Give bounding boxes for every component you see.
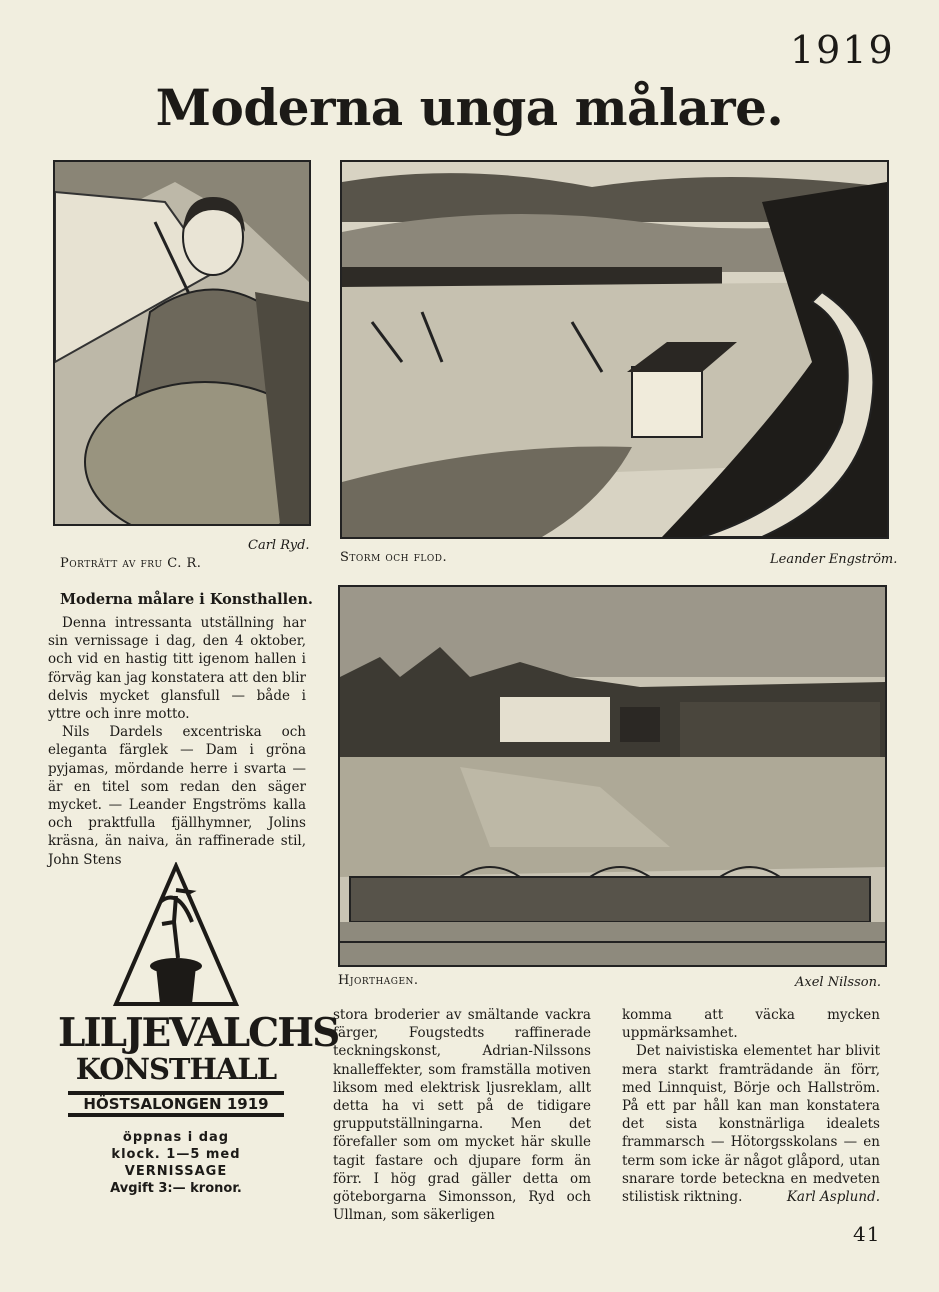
ad-opening-line: öppnas i dag bbox=[122, 1130, 230, 1145]
artwork-caption-1: Porträtt av fru C. R. bbox=[60, 556, 202, 571]
page-number: 41 bbox=[853, 1222, 881, 1246]
ad-hours-line: klock. 1—5 med bbox=[111, 1147, 241, 1162]
archer-logo bbox=[58, 862, 294, 1012]
article-heading: Moderna målare i Konsthallen. bbox=[60, 591, 313, 608]
ad-gallery-type: KONSTHALL bbox=[75, 1052, 277, 1086]
article-paragraph: komma att väcka mycken uppmärksamhet. bbox=[622, 1007, 880, 1042]
ad-gallery-name: LILJEVALCHS bbox=[58, 1010, 339, 1056]
landscape-drawing bbox=[342, 162, 887, 537]
portrait-drawing bbox=[55, 162, 309, 524]
article-paragraph: Nils Dardels excentriska och eleganta färglek — Dam i gröna pyjamas, mördande herre i svarta — är en titel som redan den säger mycket. — Leander Engströms kalla och praktfulla fjällhymner, Jolins kräsna, än naiva, än raffinerade stil, John Stens bbox=[48, 724, 306, 868]
town-artwork bbox=[338, 585, 887, 967]
page-title: Moderna unga målare. bbox=[155, 78, 784, 137]
article-paragraph: Denna intressanta utställning har sin vernissage i dag, den 4 oktober, och vid en hastig titt igenom hallen i förväg kan jag konstatera att den blir delvis mycket glansfull — både i yttre och inre motto. bbox=[48, 615, 306, 723]
landscape-artwork bbox=[340, 160, 889, 539]
article-paragraph: Det naivistiska elementet har blivit mera starkt framträdande än förr, med Linnquist, Börje och Hallström. På ett par håll kan man konstatera det sista konstnärliga idealets frammarsch — Hötorgsskolans — en term som icke är något glåpord, utan snarare torde beteckna en medveten stilistisk riktning. bbox=[622, 1043, 880, 1206]
town-drawing bbox=[340, 587, 885, 965]
artwork-caption-2: Storm och flod. bbox=[340, 550, 448, 565]
article-column-1 bbox=[48, 614, 306, 869]
artwork-caption-3: Hjorthagen. bbox=[338, 973, 419, 988]
ad-vernissage-line: VERNISSAGE bbox=[124, 1164, 228, 1179]
page-year: 1919 bbox=[790, 28, 895, 72]
article-column-3 bbox=[622, 1006, 880, 1206]
article-signature: Karl Asplund. bbox=[786, 1189, 880, 1206]
article-paragraph: stora broderier av smältande vackra färger, Fougstedts raffinerade teckningskonst, Adrian-Nilssons knalleffekter, som framställa motiven liksom med elektrisk ljusreklam, allt detta ha vi sett på de tidigare grupputställningarna. Men det förefaller som om mycket här skulle tagit fastare och djupare form än förr. I hög grad gäller detta om göteborgarna Simonsson, Ryd och Ullman, som säkerligen bbox=[333, 1007, 591, 1224]
artist-credit-3: Axel Nilsson. bbox=[795, 975, 882, 990]
portrait-artwork bbox=[53, 160, 311, 526]
liljevalchs-advertisement bbox=[58, 862, 339, 1207]
ad-exhibition-name: HÖSTSALONGEN 1919 bbox=[68, 1091, 284, 1117]
artist-credit-2: Leander Engström. bbox=[770, 552, 898, 567]
artist-credit-1: Carl Ryd. bbox=[248, 538, 310, 553]
ad-fee-line: Avgift 3:— kronor. bbox=[110, 1181, 242, 1196]
article-column-2 bbox=[333, 1006, 591, 1224]
